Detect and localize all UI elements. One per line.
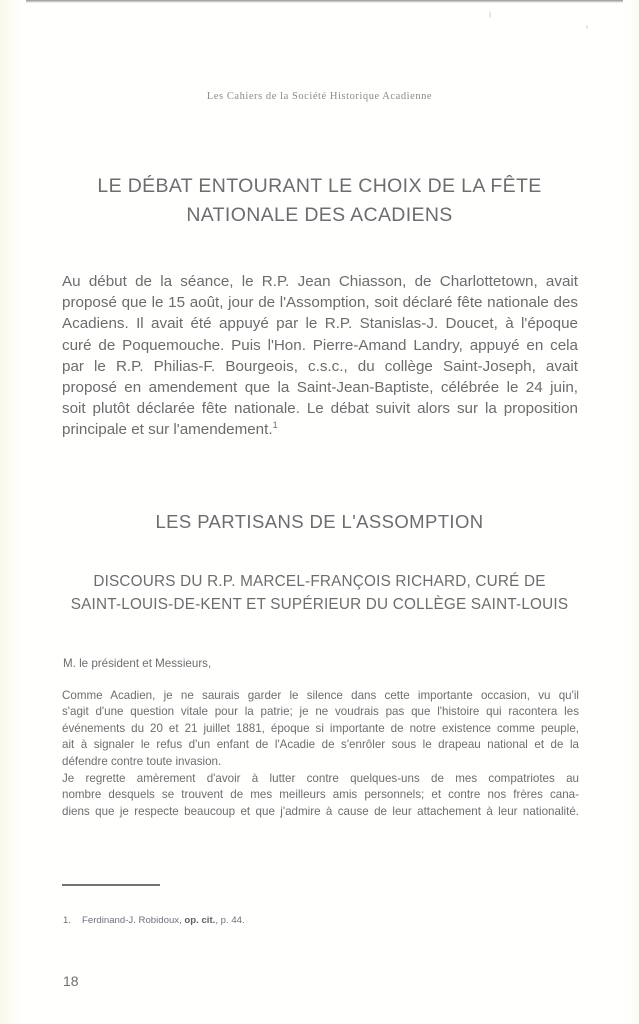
running-head: Les Cahiers de la Société Historique Acadienne xyxy=(206,91,433,102)
page-title-line-1: LE DÉBAT ENTOURANT LE CHOIX DE LA FÊTE xyxy=(97,175,542,197)
footnote-separator-rule xyxy=(62,884,160,886)
speech-paragraph-1-line-2: s'agit d'une question vitale pour la patrie; je ne voudrais pas que l'histoire qui racontera les xyxy=(62,705,579,719)
page-number: 18 xyxy=(63,973,79,989)
footnote-text-before: Ferdinand-J. Robidoux, xyxy=(82,915,182,926)
scan-edge-top xyxy=(0,0,639,3)
speech-paragraph-1-line-3: événements du 20 et 21 juillet 1881, époque si importante de notre existence comme peuple, xyxy=(62,721,579,735)
salutation: M. le président et Messieurs, xyxy=(63,657,212,670)
lead-paragraph-line-1: Au début de la séance, le R.P. Jean Chiasson, de Charlottetown, avait xyxy=(62,273,579,290)
sub-heading xyxy=(35,570,604,616)
footnote-number: 1. xyxy=(63,915,72,926)
speech-paragraph-2-line-3: diens que je respecte beaucoup et que j'admire à cause de leur attachement à leur nationalité. xyxy=(62,804,579,818)
speech-paragraph-1-line-1: Comme Acadien, je ne saurais garder le silence dans cette importante occasion, vu qu'il xyxy=(62,689,579,702)
speech-paragraph-2 xyxy=(62,771,579,820)
lead-paragraph-line-8: principale et sur l'amendement.$^1$ xyxy=(62,420,278,439)
footnote-marker: 1 xyxy=(272,420,278,431)
lead-paragraph-line-6: proposé en amendement que la Saint-Jean-Baptiste, célébrée le 24 juin, xyxy=(62,379,578,397)
lead-paragraph-line-5: par le R.P. Philias-F. Bourgeois, c.s.c., du collège Saint-Joseph, avait xyxy=(62,357,579,375)
lead-paragraph-line-2: proposé que le 15 août, jour de l'Assomption, soit déclaré fête nationale des xyxy=(62,294,578,312)
page-title xyxy=(55,172,584,230)
lead-paragraph-line-7: soit plutôt déclarée fête nationale. Le débat suivit alors sur la proposition xyxy=(62,400,578,418)
page-title-line-2: NATIONALE DES ACADIENS xyxy=(186,204,453,226)
speech-paragraph-1-line-4: ait à signaler le refus d'un enfant de l'Acadie de s'enrôler sous le drapeau national et de la xyxy=(62,738,579,752)
speech-paragraph-1 xyxy=(62,688,579,770)
speech-paragraph-1-line-5: défendre contre toute invasion. xyxy=(62,754,222,768)
scan-speck xyxy=(586,25,588,29)
section-heading: LES PARTISANS DE L'ASSOMPTION xyxy=(155,511,484,532)
speech-paragraph-2-line-1: Je regrette amèrement d'avoir à lutter contre quelques-uns de mes compatriotes au xyxy=(62,772,579,785)
footnote-emphasis: op. cit. xyxy=(184,915,216,926)
sub-heading-line-2: SAINT-LOUIS-DE-KENT ET SUPÉRIEUR DU COLLÈGE SAINT-LOUIS xyxy=(70,596,569,613)
speech-paragraph-2-line-2: nombre desquels se trouvent de mes meilleurs amis personnels; et contre nos frères cana- xyxy=(62,788,579,802)
footnote xyxy=(63,915,245,926)
lead-paragraph-line-3: Acadiens. Il avait été appuyé par le R.P. Stanislas-J. Doucet, à l'époque xyxy=(62,315,578,333)
lead-paragraph-line-4: curé de Poquemouche. Puis l'Hon. Pierre-Amand Landry, appuyé en cela xyxy=(62,336,578,354)
sub-heading-line-1: DISCOURS DU R.P. MARCEL-FRANÇOIS RICHARD, CURÉ DE xyxy=(93,573,546,590)
footnote-text-after: , p. 44. xyxy=(215,915,245,926)
scan-speck xyxy=(489,11,491,18)
lead-paragraph xyxy=(62,271,578,441)
